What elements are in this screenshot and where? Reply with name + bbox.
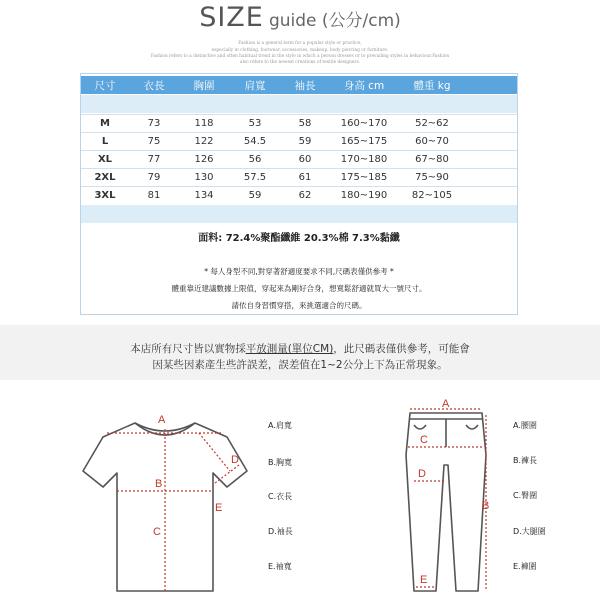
size-guide-header — [0, 0, 600, 70]
tshirt-letter-e: E — [215, 502, 223, 514]
measurement-notice — [0, 325, 600, 380]
column-header: 尺寸 — [94, 79, 116, 92]
blank-row — [81, 205, 517, 223]
column-header: 體重 kg — [413, 79, 451, 92]
notice-line-1-underlined: 平放測量(單位CM) — [245, 343, 334, 355]
blank-row — [81, 95, 517, 113]
tshirt-label-e: E.袖寬 — [268, 562, 292, 571]
pants-letter-d: D — [418, 468, 426, 480]
tshirt-letter-a: A — [158, 414, 166, 426]
tshirt-letter-d: D — [231, 454, 239, 466]
size-table — [80, 73, 518, 315]
table-row — [81, 168, 517, 186]
table-cell: 59 — [248, 190, 262, 201]
size-cell: XL — [97, 154, 113, 165]
table-cell: 75~90 — [415, 172, 449, 183]
size-cell: 2XL — [94, 172, 116, 183]
size-guide-title — [0, 2, 600, 33]
table-row — [81, 114, 517, 132]
tshirt-label-d: D.袖長 — [268, 527, 293, 536]
table-cell: 58 — [298, 118, 312, 129]
pants-label-b: B.褲長 — [513, 456, 538, 465]
table-cell: 175~185 — [340, 172, 388, 183]
table-cell: 56 — [248, 154, 262, 165]
table-cell: 170~180 — [340, 154, 388, 165]
size-cell: M — [100, 118, 110, 129]
table-cell: 52~62 — [415, 118, 449, 129]
column-header: 袖長 — [294, 79, 316, 92]
table-cell: 134 — [194, 190, 214, 201]
table-cell: 165~175 — [340, 136, 388, 147]
column-header: 胸圍 — [193, 79, 215, 92]
column-header: 肩寬 — [244, 79, 266, 92]
table-cell: 54.5 — [243, 136, 267, 147]
table-cell: 126 — [194, 154, 214, 165]
notice-line-1 — [0, 341, 600, 356]
table-cell: 62 — [298, 190, 312, 201]
tshirt-letter-b: B — [155, 478, 163, 490]
title-guide-unit: guide (公分/cm) — [268, 11, 401, 31]
table-cell: 79 — [147, 172, 161, 183]
pants-letter-a: A — [442, 398, 450, 410]
notice-line-2: 因某些因素產生些許誤差，誤差值在1~2公分上下為正常現象。 — [152, 359, 448, 371]
pants-letter-c: C — [420, 434, 428, 446]
table-cell: 57.5 — [243, 172, 267, 183]
table-cell: 67~80 — [415, 154, 449, 165]
size-cell: L — [101, 136, 109, 147]
tagline-line-4: also refers to the newest creations of textile designers. — [239, 60, 361, 65]
table-cell: 77 — [147, 154, 161, 165]
tagline-line-3: Fashion refers to a distinctive and often habitual trend in the style in which a person dresses or to prevailing styles in behaviour.Fashion — [150, 54, 450, 59]
pants-letter-e: E — [420, 574, 428, 586]
table-row — [81, 150, 517, 168]
title-size-word: SIZE — [199, 2, 264, 33]
table-cell: 73 — [147, 118, 161, 129]
table-cell: 130 — [194, 172, 214, 183]
tshirt-label-b: B.胸寬 — [268, 458, 293, 467]
table-cell: 53 — [248, 118, 262, 129]
table-cell: 75 — [147, 136, 161, 147]
table-row — [81, 132, 517, 150]
table-cell: 60~70 — [415, 136, 449, 147]
notice-line-1-suffix: ，此尺碼表僅供參考，可能會 — [333, 343, 470, 355]
table-cell: 160~170 — [340, 118, 388, 129]
pants-diagram — [390, 395, 510, 600]
pants-outline — [406, 413, 486, 591]
tagline-line-2: especially in clothing, footwear, accessories, makeup, body piercing or furniture. — [211, 48, 389, 53]
fabric-composition: 面料: 72.4%聚酯纖維 20.3%棉 7.3%黏纖 — [198, 233, 400, 244]
pants-label-c: C.臀圍 — [513, 491, 538, 500]
table-cell: 61 — [298, 172, 312, 183]
pants-letter-b: B — [482, 500, 490, 512]
notice-line-1-prefix: 本店所有尺寸皆以實物採 — [130, 343, 246, 355]
tshirt-label-a: A.肩寬 — [268, 421, 292, 430]
size-cell: 3XL — [94, 190, 116, 201]
table-cell: 60 — [298, 154, 312, 165]
fit-note-3: 請依自身習慣穿搭，來挑選適合的尺碼。 — [231, 301, 367, 310]
fit-note-1: * 每人身型不同,對穿著舒適度要求不同,尺碼表僅供參考 * — [204, 267, 394, 276]
table-cell: 122 — [194, 136, 214, 147]
table-header-row — [81, 76, 517, 94]
table-row — [81, 186, 517, 204]
tshirt-letter-c: C — [153, 526, 161, 538]
table-cell: 82~105 — [411, 190, 453, 201]
tshirt-diagram — [75, 405, 255, 600]
table-cell: 118 — [194, 118, 214, 129]
tagline-line-1: Fashion is a general term for a popular style or practice, — [238, 41, 362, 46]
pants-label-d: D.大腿圍 — [513, 527, 546, 536]
column-header: 身高 cm — [343, 79, 385, 92]
pants-label-a: A.腰圍 — [513, 421, 537, 430]
fit-note-2: 體重靠近建議數據上限值，穿起來為剛好合身，想寬鬆舒適就買大一號尺寸。 — [171, 284, 427, 293]
tshirt-label-c: C.衣長 — [268, 492, 293, 501]
table-cell: 81 — [147, 190, 161, 201]
column-header: 衣長 — [143, 79, 165, 92]
table-cell: 59 — [298, 136, 312, 147]
pants-label-e: E.褲圍 — [513, 562, 537, 571]
table-cell: 180~190 — [340, 190, 388, 201]
